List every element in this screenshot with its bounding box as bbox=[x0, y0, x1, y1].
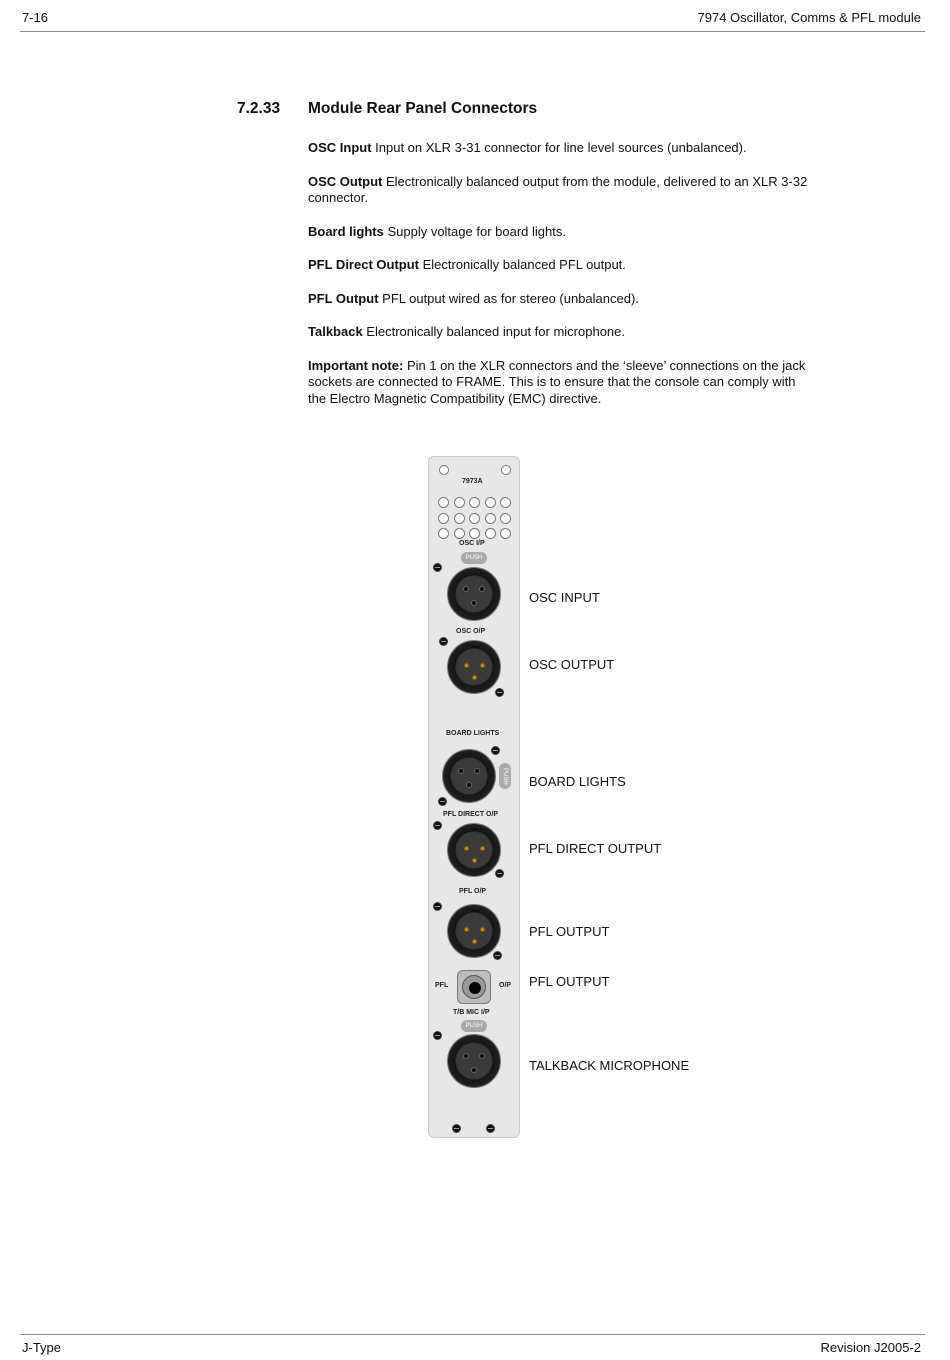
screw-icon bbox=[433, 563, 442, 572]
label-jack-pfl: PFL bbox=[435, 982, 449, 989]
definition: Input on XLR 3-31 connector for line level sources (unbalanced). bbox=[371, 140, 747, 155]
screw-icon bbox=[495, 869, 504, 878]
page-number: 7-16 bbox=[22, 10, 49, 25]
osc-output-xlr-male-icon bbox=[447, 640, 501, 694]
screw-icon bbox=[452, 1124, 461, 1133]
vent-hole-icon bbox=[438, 497, 449, 508]
label-pfl-direct-op: PFL DIRECT O/P bbox=[443, 811, 499, 818]
description-paragraphs bbox=[308, 140, 813, 424]
section-number: 7.2.33 bbox=[237, 100, 281, 117]
term: Board lights bbox=[308, 223, 384, 239]
vent-hole-icon bbox=[485, 528, 496, 539]
callout-pfl-output-jack: PFL OUTPUT bbox=[529, 974, 610, 989]
paragraph-osc-input bbox=[308, 140, 813, 157]
board-lights-xlr-female-icon bbox=[442, 749, 496, 803]
screw-icon bbox=[433, 902, 442, 911]
mounting-hole-icon bbox=[439, 465, 449, 475]
footer-revision: Revision J2005-2 bbox=[820, 1340, 921, 1355]
pfl-output-xlr-male-icon bbox=[447, 904, 501, 958]
module-title: 7974 Oscillator, Comms & PFL module bbox=[697, 10, 921, 25]
callout-pfl-output-xlr: PFL OUTPUT bbox=[529, 924, 610, 939]
vent-hole-icon bbox=[485, 497, 496, 508]
label-jack-op: O/P bbox=[499, 982, 512, 989]
label-osc-ip: OSC I/P bbox=[459, 540, 485, 547]
callout-board-lights: BOARD LIGHTS bbox=[529, 774, 626, 789]
callout-osc-input: OSC INPUT bbox=[529, 590, 600, 605]
page-footer bbox=[20, 1334, 925, 1357]
callout-talkback-microphone: TALKBACK MICROPHONE bbox=[529, 1058, 690, 1073]
screw-icon bbox=[491, 746, 500, 755]
screw-icon bbox=[486, 1124, 495, 1133]
paragraph-osc-output bbox=[308, 174, 813, 207]
paragraph-board-lights bbox=[308, 224, 813, 241]
callout-osc-output: OSC OUTPUT bbox=[529, 657, 615, 672]
callout-pfl-direct-output: PFL DIRECT OUTPUT bbox=[529, 841, 662, 856]
vent-hole-icon bbox=[500, 528, 511, 539]
pfl-output-jack-socket-icon bbox=[457, 970, 491, 1004]
vent-hole-icon bbox=[454, 528, 465, 539]
footer-product: J-Type bbox=[22, 1340, 62, 1355]
paragraph-pfl-direct-output bbox=[308, 257, 813, 274]
rear-panel-illustration bbox=[428, 456, 520, 1138]
push-release-icon: PUSH bbox=[461, 552, 487, 564]
vent-hole-icon bbox=[500, 513, 511, 524]
term: Important note: bbox=[308, 357, 404, 373]
label-pfl-op: PFL O/P bbox=[459, 888, 487, 895]
screw-icon bbox=[433, 821, 442, 830]
definition: PFL output wired as for stereo (unbalanced). bbox=[378, 290, 639, 306]
section-title: Module Rear Panel Connectors bbox=[308, 100, 538, 117]
definition: Electronically balanced PFL output. bbox=[418, 257, 626, 272]
vent-hole-icon bbox=[454, 497, 465, 508]
vent-hole-icon bbox=[469, 528, 480, 539]
screw-icon bbox=[439, 637, 448, 646]
term: PFL Output bbox=[308, 290, 379, 306]
definition: Pin 1 on the XLR connectors and the ‘sleeve’ connections on the jack sockets are connected to FRAME. This is to ensure that the console can comply with the Electro Magnetic Compatibility (EMC) directive. bbox=[308, 357, 806, 406]
term: Talkback bbox=[308, 324, 363, 339]
definition: Electronically balanced output from the module, delivered to an XLR 3-32 connector. bbox=[308, 173, 808, 205]
vent-hole-icon bbox=[438, 528, 449, 539]
screw-icon bbox=[433, 1031, 442, 1040]
label-tb-mic-ip: T/B MIC I/P bbox=[453, 1009, 490, 1016]
term: OSC Input bbox=[308, 140, 372, 155]
definition: Electronically balanced input for microphone. bbox=[362, 324, 625, 339]
vent-hole-icon bbox=[485, 513, 496, 524]
page-header bbox=[20, 8, 925, 32]
paragraph-talkback bbox=[308, 324, 813, 341]
pfl-direct-output-xlr-male-icon bbox=[447, 823, 501, 877]
label-osc-op: OSC O/P bbox=[456, 628, 486, 635]
paragraph-pfl-output bbox=[308, 291, 813, 308]
vent-hole-icon bbox=[438, 513, 449, 524]
vent-hole-icon bbox=[469, 513, 480, 524]
screw-icon bbox=[438, 797, 447, 806]
term: PFL Direct Output bbox=[308, 257, 419, 272]
screw-icon bbox=[495, 688, 504, 697]
osc-input-xlr-female-icon bbox=[447, 567, 501, 621]
vent-hole-icon bbox=[500, 497, 511, 508]
talkback-mic-xlr-female-icon bbox=[447, 1034, 501, 1088]
label-board-lights: BOARD LIGHTS bbox=[446, 730, 500, 737]
paragraph-important-note bbox=[308, 358, 813, 408]
definition: Supply voltage for board lights. bbox=[383, 223, 566, 239]
vent-hole-icon bbox=[454, 513, 465, 524]
push-release-icon: PUSH bbox=[461, 1020, 487, 1032]
screw-icon bbox=[493, 951, 502, 960]
push-release-icon: PUSH bbox=[499, 763, 511, 789]
term: OSC Output bbox=[308, 173, 383, 189]
mounting-hole-icon bbox=[501, 465, 511, 475]
panel-model: 7973A bbox=[462, 478, 483, 485]
vent-hole-icon bbox=[469, 497, 480, 508]
